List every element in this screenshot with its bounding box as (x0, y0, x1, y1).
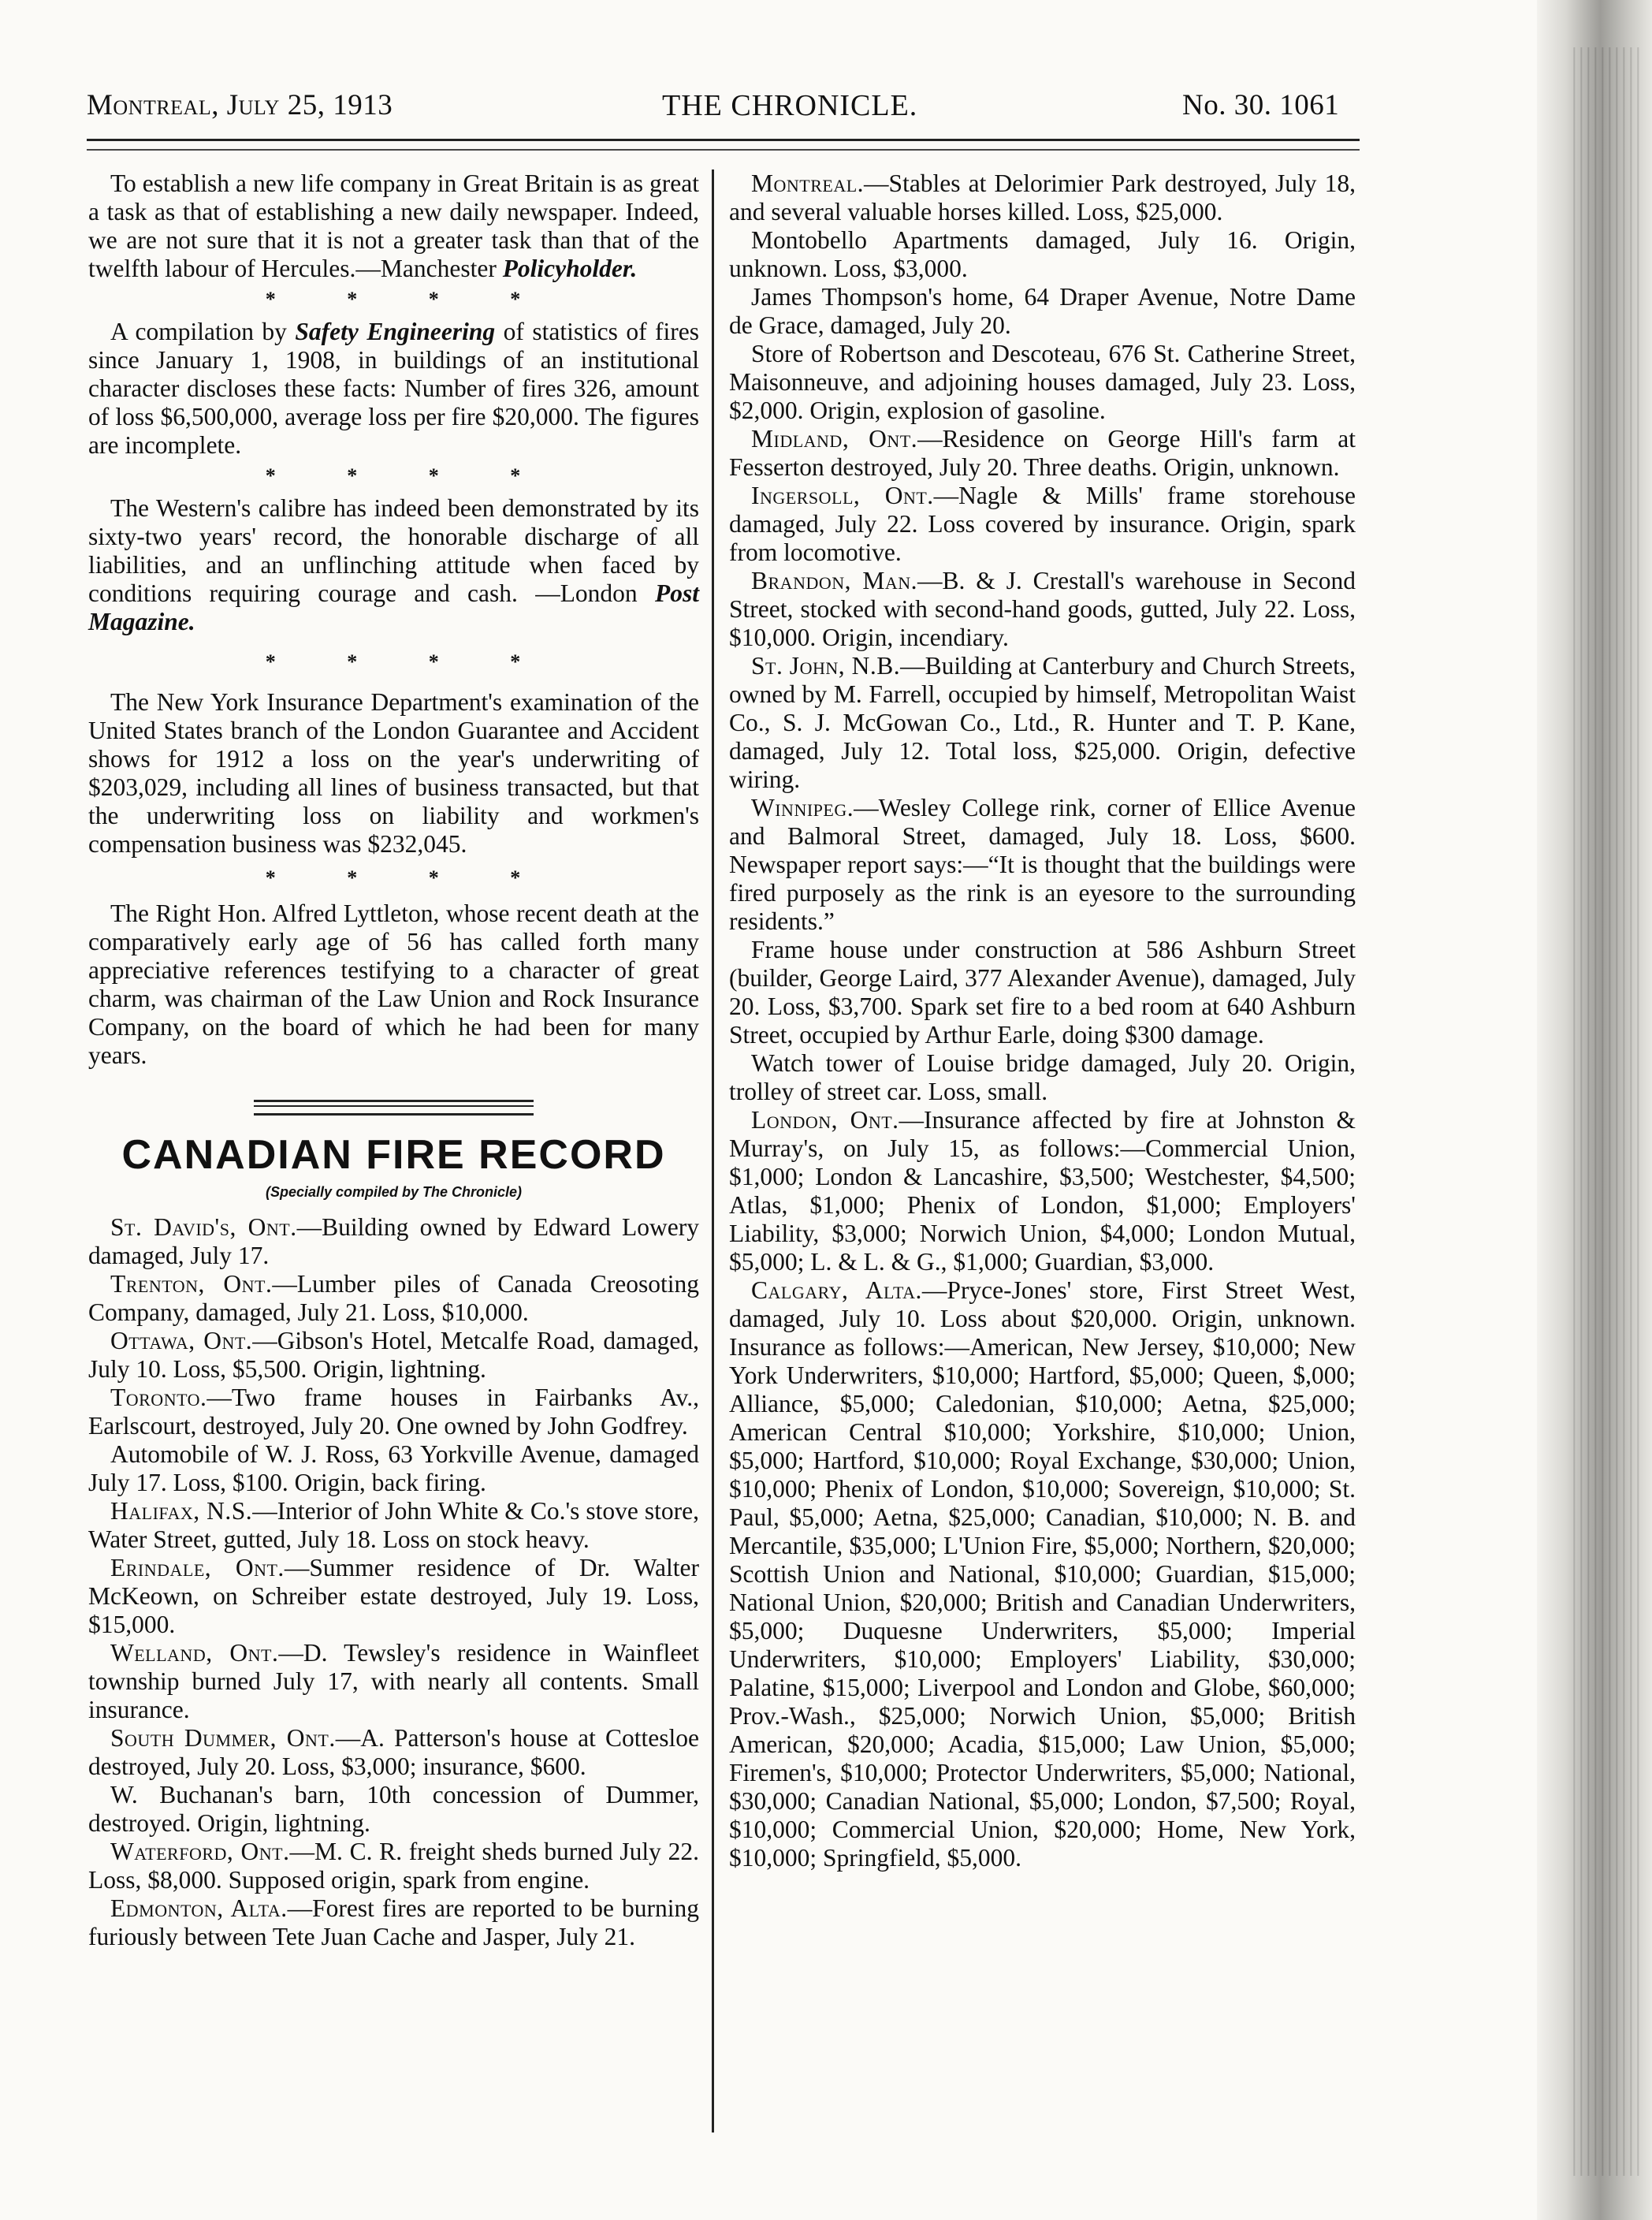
fire-record-entry (729, 169, 1356, 226)
fire-record-entry (88, 1838, 699, 1894)
fire-record-entry (729, 936, 1356, 1049)
section-subheading: (Specially compiled by The Chronicle) (265, 1184, 523, 1200)
entry-text: —Interior of John White & Co.'s stove store, Water Street, gutted, July 18. Loss on stock heavy. (88, 1497, 699, 1553)
article-text: To establish a new life company in Great Britain is as great a task as that of establishing a new daily newspaper. Indeed, we are not sure that it is not a greater task than that of the twelfth labour of Hercules.—Manchester (88, 169, 699, 282)
right-column (729, 169, 1356, 1872)
fire-record-entry (88, 1781, 699, 1838)
entry-location: Brandon, Man. (751, 567, 918, 594)
entry-location: Trenton, Ont. (110, 1270, 273, 1298)
publication-title: THE CHRONICLE. (662, 89, 918, 122)
entry-text: —M. C. R. freight sheds burned July 22. Loss, $8,000. Supposed origin, spark from engine. (88, 1838, 699, 1894)
entry-text: —Wesley College rink, corner of Ellice Avenue and Balmoral Street, damaged, July 18. Loss, $600. Newspaper report says:—“It is thought that the buildings were fired purposely as the rink is an eyesore to the surrounding residents.” (729, 794, 1356, 935)
section-separator: * * * * (265, 288, 554, 311)
entry-text: —Summer residence of Dr. Walter McKeown, on Schreiber estate destroyed, July 19. Loss, $15,000. (88, 1554, 699, 1638)
entry-text: Frame house under construction at 586 Ashburn Street (builder, George Laird, 377 Alexander Avenue), damaged, July 20. Loss, $3,700. Spark set fire to a bed room at 640 Ashburn Street, occupied by Arthur Earle, doing $300 damage. (729, 936, 1356, 1049)
entry-location: London, Ont. (751, 1106, 899, 1134)
entry-location: Welland, Ont. (110, 1639, 279, 1667)
entry-text: —Building at Canterbury and Church Streets, owned by M. Farrell, occupied by himself, Metropolitan Waist Co., S. J. McGowan Co., Ltd., R. Hunter and T. P. Kane, damaged, July 12. Total loss, $25,000. Origin, defective wiring. (729, 652, 1356, 793)
fire-record-entry (88, 1440, 699, 1497)
entry-text: W. Buchanan's barn, 10th concession of Dummer, destroyed. Origin, lightning. (88, 1781, 699, 1837)
entry-location: St. John, N.B. (751, 652, 901, 680)
entry-text: —Gibson's Hotel, Metcalfe Road, damaged, July 10. Loss, $5,500. Origin, lightning. (88, 1327, 699, 1383)
article-new-life-company (88, 169, 699, 283)
entry-location: Waterford, Ont. (110, 1838, 290, 1865)
article-text: The Western's calibre has indeed been demonstrated by its sixty-two years' record, the honorable discharge of all liabilities, and an unflinching attitude when faced by conditions requiring courage and cash. —London (88, 494, 699, 607)
entry-location: St. David's, Ont. (110, 1213, 297, 1241)
entry-location: Ingersoll, Ont. (751, 482, 934, 509)
issue-and-page-number: No. 30. 1061 (1182, 89, 1340, 121)
heading-ornament (254, 1100, 534, 1116)
entry-text: —Insurance affected by fire at Johnston & Murray's, on July 15, as follows:—Commercial Union, $1,000; London & Lancashire, $3,500; Westchester, $4,500; Atlas, $1,000; Phenix of London, $1,000; Employers' Liability, $3,000; Norwich Union, $4,000; London Mutual, $5,000; L. & L. & G., $1,000; Guardian, $3,000. (729, 1106, 1356, 1276)
entry-location: Winnipeg. (751, 794, 854, 821)
left-column (88, 169, 699, 1951)
fire-record-entry (88, 1213, 699, 1270)
fire-record-entry (88, 1894, 699, 1951)
entry-text: —Building owned by Edward Lowery damaged, July 17. (88, 1213, 699, 1269)
entry-text: —Pryce-Jones' store, First Street West, damaged, July 10. Loss about $20,000. Origin, unknown. Insurance as follows:—American, New Jersey, $10,000; New York Underwriters, $10,000; Hartford, $5,000; Queen, $,000; Alliance, $5,000; Caledonian, $10,000; Aetna, $25,000; American Central $10,000; Yorkshire, $10,000; Union, $5,000; Hartford, $10,000; Royal Exchange, $30,000; Union, $10,000; Phenix of London, $10,000; Sovereign, $10,000; St. Paul, $5,000; Aetna, $25,000; Canadian, $10,000; N. B. and Mercantile, $35,000; L'Union Fire, $5,000; Northern, $20,000; Scottish Union and National, $10,000; Guardian, $15,000; National Union, $20,000; British and Canadian Underwriters, $5,000; Duquesne Underwriters, $5,000; Imperial Underwriters, $10,000; Employers' Liability, $30,000; Palatine, $15,000; Liverpool and London and Globe, $60,000; Prov.-Wash., $25,000; Norwich Union, $5,000; British American, $20,000; Acadia, $15,000; Law Union, $5,000; Firemen's, $10,000; Protector Underwriters, $5,000; National, $30,000; Canadian National, $5,000; London, $7,500; Royal, $10,000; Commercial Union, $20,000; Home, New York, $10,000; Springfield, $5,000. (729, 1276, 1356, 1872)
fire-record-entry (729, 482, 1356, 567)
section-separator: * * * * (265, 650, 554, 673)
entry-text: Store of Robertson and Descoteau, 676 St. Catherine Street, Maisonneuve, and adjoining houses damaged, July 23. Loss, $2,000. Origin, explosion of gasoline. (729, 340, 1356, 424)
article-alfred-lyttleton: The Right Hon. Alfred Lyttleton, whose recent death at the comparatively early age of 56 has called forth many appreciative references testifying to a character of great charm, was chairman of the Law Union and Rock Insurance Company, on the board of which he had been for many years. (88, 900, 699, 1069)
entry-location: Calgary, Alta. (751, 1276, 922, 1304)
entry-text: —Two frame houses in Fairbanks Av., Earlscourt, destroyed, July 20. One owned by John Godfrey. (88, 1384, 699, 1440)
fire-record-entry (729, 1106, 1356, 1276)
article-text: A compilation by (110, 318, 296, 345)
entry-text: —Forest fires are reported to be burning furiously between Tete Juan Cache and Jasper, July 21. (88, 1894, 700, 1950)
entry-text: Automobile of W. J. Ross, 63 Yorkville Avenue, damaged July 17. Loss, $100. Origin, back firing. (88, 1440, 699, 1496)
section-separator: * * * * (265, 866, 554, 889)
fire-record-entries-left (88, 1213, 699, 1951)
entry-location: Ottawa, Ont. (110, 1327, 253, 1354)
dateline: Montreal, July 25, 1913 (87, 89, 393, 121)
entry-location: Halifax, N.S. (110, 1497, 253, 1525)
fire-record-entries-right (729, 169, 1356, 1872)
entry-location: Toronto. (110, 1384, 207, 1411)
entry-text: —Residence on George Hill's farm at Fesserton destroyed, July 20. Three deaths. Origin, unknown. (729, 425, 1356, 481)
entry-text: —B. & J. Crestall's warehouse in Second Street, stocked with second-hand goods, gutted, July 22. Loss, $10,000. Origin, incendiary. (729, 567, 1356, 651)
entry-text: —A. Patterson's house at Cottesloe destroyed, July 20. Loss, $3,000; insurance, $600. (88, 1724, 699, 1780)
article-safety-engineering (88, 318, 699, 460)
fire-record-entry (88, 1554, 699, 1639)
fire-record-entry (88, 1724, 699, 1781)
section-heading: CANADIAN FIRE RECORD (121, 1132, 666, 1178)
entry-text: —D. Tewsley's residence in Wainfleet township burned July 17, with nearly all contents. Small insurance. (88, 1639, 699, 1723)
entry-location: Edmonton, Alta. (110, 1894, 288, 1922)
fire-record-entry (88, 1497, 699, 1554)
fire-record-entry (729, 1276, 1356, 1872)
page-header (87, 88, 1348, 136)
fire-record-entry (729, 226, 1356, 283)
fire-record-entry (88, 1639, 699, 1724)
entry-location: Erindale, Ont. (110, 1554, 285, 1581)
book-page-edge-lines (1568, 47, 1639, 2176)
entry-text: James Thompson's home, 64 Draper Avenue, Notre Dame de Grace, damaged, July 20. (729, 283, 1356, 339)
fire-record-entry (729, 567, 1356, 652)
header-rule (87, 139, 1360, 151)
entry-text: —Lumber piles of Canada Creosoting Company, damaged, July 21. Loss, $10,000. (88, 1270, 699, 1326)
fire-record-entry (88, 1270, 699, 1327)
entry-text: —Stables at Delorimier Park destroyed, July 18, and several valuable horses killed. Loss, $25,000. (729, 169, 1356, 225)
fire-record-entry (729, 425, 1356, 482)
source-citation: Policyholder. (502, 255, 638, 282)
entry-location: Midland, Ont. (751, 425, 918, 453)
entry-location: Montreal. (751, 169, 865, 197)
source-citation: Post Magazine. (88, 579, 699, 635)
fire-record-entry (88, 1384, 699, 1440)
entry-location: South Dummer, Ont. (110, 1724, 336, 1752)
fire-record-entry (729, 1049, 1356, 1106)
fire-record-entry (729, 652, 1356, 794)
column-divider (712, 169, 714, 2132)
article-ny-insurance-department: The New York Insurance Department's examination of the United States branch of the London Guarantee and Accident shows for 1912 a loss on the year's underwriting of $203,029, including all lines of business transacted, but that the underwriting loss on liability and workmen's compensation business was $232,045. (88, 688, 699, 858)
entry-text: Watch tower of Louise bridge damaged, July 20. Origin, trolley of street car. Loss, small. (729, 1049, 1356, 1105)
fire-record-entry (88, 1327, 699, 1384)
fire-record-entry (729, 283, 1356, 340)
entry-text: —Nagle & Mills' frame storehouse damaged, July 22. Loss covered by insurance. Origin, spark from locomotive. (729, 482, 1356, 566)
article-westerns-calibre (88, 494, 699, 636)
fire-record-entry (729, 794, 1356, 936)
fire-record-entry (729, 340, 1356, 425)
source-citation: Safety Engineering (295, 318, 496, 345)
section-separator: * * * * (265, 464, 554, 487)
entry-text: Montobello Apartments damaged, July 16. Origin, unknown. Loss, $3,000. (729, 226, 1356, 282)
article-text: of statistics of fires since January 1, 1908, in buildings of an institutional character discloses these facts: Number of fires 326, amount of loss $6,500,000, average loss per fire $20,000. The figures are incomplete. (88, 318, 700, 459)
